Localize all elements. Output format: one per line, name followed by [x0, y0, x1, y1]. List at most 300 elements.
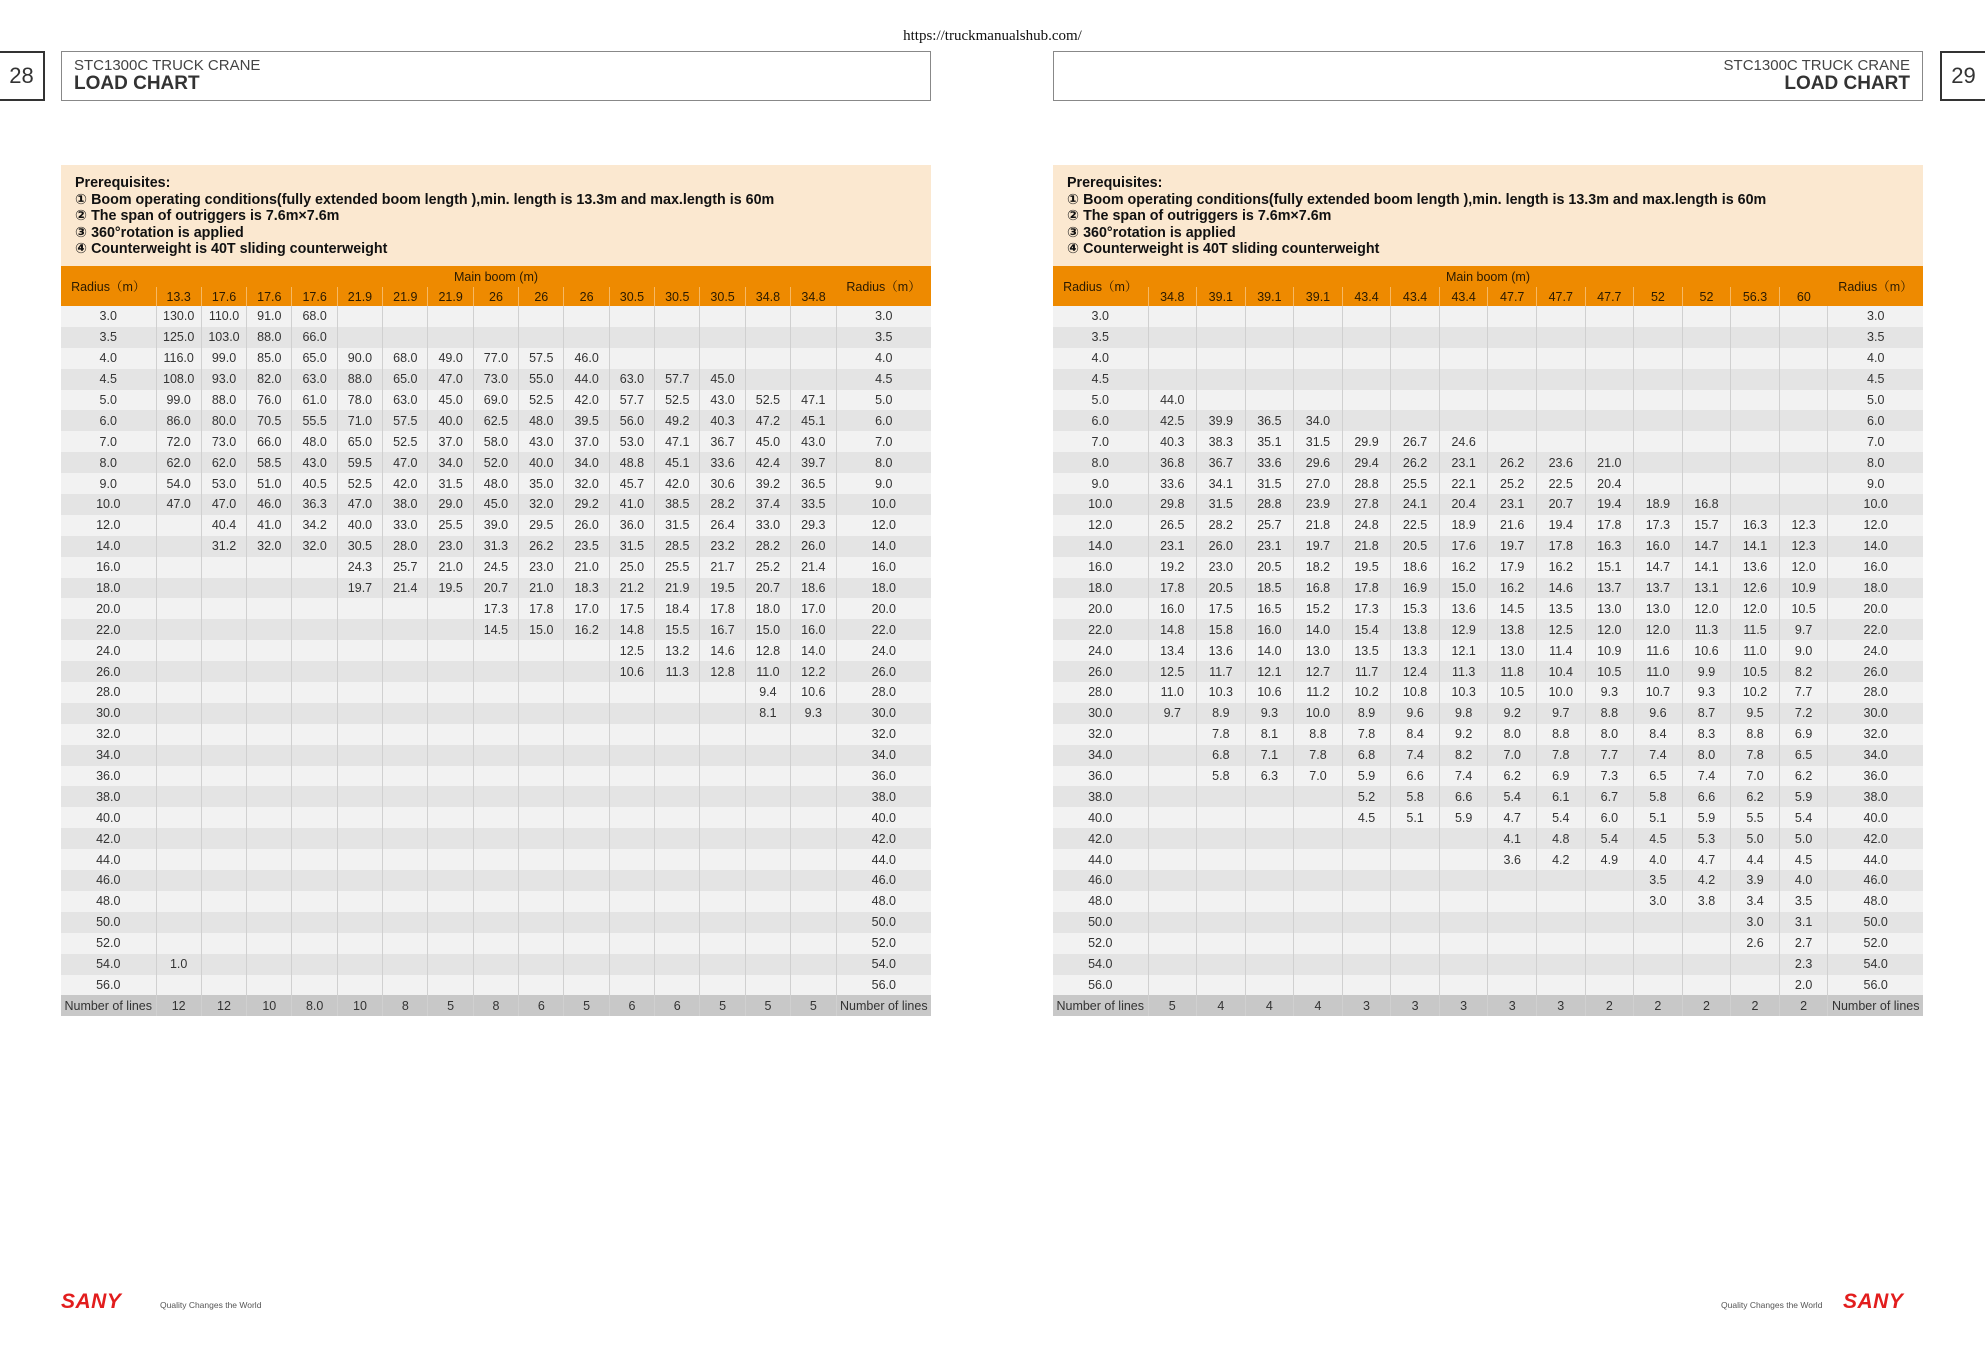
radius-cell: 20.0: [1828, 598, 1923, 619]
load-cell: 10.3: [1197, 682, 1246, 703]
load-cell: [700, 828, 745, 849]
load-cell: [247, 933, 292, 954]
radius-cell: 22.0: [61, 619, 156, 640]
load-cell: 11.6: [1634, 640, 1683, 661]
lines-cell: 5: [428, 995, 473, 1016]
load-cell: 13.5: [1537, 598, 1586, 619]
load-cell: [1245, 975, 1294, 996]
load-cell: 4.2: [1537, 849, 1586, 870]
load-cell: [1634, 933, 1683, 954]
load-cell: 23.1: [1488, 494, 1537, 515]
load-cell: 36.7: [1197, 452, 1246, 473]
load-cell: 42.4: [745, 452, 790, 473]
table-row: [61, 306, 931, 327]
load-cell: [473, 640, 518, 661]
load-cell: 6.6: [1391, 766, 1440, 787]
load-cell: [1439, 954, 1488, 975]
radius-cell: 34.0: [836, 745, 931, 766]
load-cell: 86.0: [156, 410, 201, 431]
load-cell: 12.2: [791, 661, 836, 682]
load-cell: [1439, 327, 1488, 348]
load-cell: [1682, 306, 1731, 327]
load-cell: [1245, 348, 1294, 369]
load-cell: [655, 348, 700, 369]
load-cell: [383, 933, 428, 954]
lines-cell: 4: [1197, 995, 1246, 1016]
table-row: [1053, 745, 1923, 766]
load-cell: 39.2: [745, 473, 790, 494]
load-cell: [428, 954, 473, 975]
load-cell: [1731, 452, 1780, 473]
load-cell: [383, 640, 428, 661]
load-cell: 9.8: [1439, 703, 1488, 724]
lines-cell: 3: [1439, 995, 1488, 1016]
load-cell: [564, 891, 609, 912]
load-cell: 66.0: [247, 431, 292, 452]
load-cell: [791, 306, 836, 327]
load-cell: [791, 954, 836, 975]
load-cell: [1634, 975, 1683, 996]
load-cell: 29.8: [1148, 494, 1197, 515]
load-cell: [428, 870, 473, 891]
load-cell: 25.5: [655, 557, 700, 578]
load-cell: [609, 891, 654, 912]
radius-cell: 40.0: [61, 807, 156, 828]
load-cell: 10.7: [1634, 682, 1683, 703]
load-cell: 19.4: [1585, 494, 1634, 515]
radius-cell: 54.0: [1053, 954, 1148, 975]
load-cell: 40.0: [519, 452, 564, 473]
load-cell: 8.2: [1779, 661, 1828, 682]
lines-cell: 2: [1779, 995, 1828, 1016]
load-cell: 7.7: [1779, 682, 1828, 703]
load-cell: 36.5: [1245, 410, 1294, 431]
load-cell: [1148, 870, 1197, 891]
radius-cell: 24.0: [1828, 640, 1923, 661]
load-cell: [428, 766, 473, 787]
load-cell: [1682, 473, 1731, 494]
radius-cell: 56.0: [836, 975, 931, 996]
radius-cell: 5.0: [1053, 390, 1148, 411]
boom-length-header: 26: [519, 287, 564, 306]
load-cell: 72.0: [156, 431, 201, 452]
radius-cell: 5.0: [61, 390, 156, 411]
load-cell: 7.4: [1634, 745, 1683, 766]
table-row: [1053, 390, 1923, 411]
load-cell: [1197, 954, 1246, 975]
load-cell: 17.0: [564, 598, 609, 619]
load-cell: 12.8: [745, 640, 790, 661]
radius-cell: 46.0: [1828, 870, 1923, 891]
load-cell: [1488, 870, 1537, 891]
load-cell: 10.9: [1779, 578, 1828, 599]
table-row: [1053, 891, 1923, 912]
lines-cell: 2: [1682, 995, 1731, 1016]
load-cell: [292, 786, 337, 807]
load-cell: 71.0: [337, 410, 382, 431]
load-cell: 13.6: [1197, 640, 1246, 661]
load-cell: [383, 766, 428, 787]
radius-cell: 12.0: [1053, 515, 1148, 536]
load-cell: 5.1: [1391, 807, 1440, 828]
load-cell: 31.5: [428, 473, 473, 494]
table-row: [61, 724, 931, 745]
load-cell: [1779, 494, 1828, 515]
load-cell: [337, 619, 382, 640]
load-cell: [1245, 390, 1294, 411]
load-cell: 13.5: [1342, 640, 1391, 661]
load-cell: [156, 891, 201, 912]
load-cell: [1731, 410, 1780, 431]
load-cell: 15.0: [519, 619, 564, 640]
load-cell: [1731, 369, 1780, 390]
table-row: [1053, 807, 1923, 828]
radius-cell: 9.0: [1053, 473, 1148, 494]
load-cell: [201, 828, 246, 849]
load-cell: [337, 682, 382, 703]
load-cell: 6.5: [1634, 766, 1683, 787]
load-cell: 16.2: [1537, 557, 1586, 578]
load-cell: [1779, 390, 1828, 411]
boom-length-header: 47.7: [1488, 287, 1537, 306]
load-cell: [655, 682, 700, 703]
load-cell: [745, 891, 790, 912]
load-cell: [428, 975, 473, 996]
load-cell: [247, 557, 292, 578]
load-cell: 3.4: [1731, 891, 1780, 912]
radius-cell: 10.0: [836, 494, 931, 515]
load-cell: 15.0: [1439, 578, 1488, 599]
load-cell: [1731, 473, 1780, 494]
lines-cell: 12: [201, 995, 246, 1016]
radius-cell: 28.0: [1053, 682, 1148, 703]
load-cell: [655, 745, 700, 766]
table-row: [61, 682, 931, 703]
load-cell: 57.5: [519, 348, 564, 369]
load-cell: [337, 807, 382, 828]
radius-cell: 26.0: [836, 661, 931, 682]
load-cell: 47.0: [383, 452, 428, 473]
load-cell: 52.5: [655, 390, 700, 411]
load-cell: [383, 912, 428, 933]
boom-length-header: 39.1: [1294, 287, 1343, 306]
load-cell: [564, 807, 609, 828]
table-row: [1053, 515, 1923, 536]
load-cell: 24.5: [473, 557, 518, 578]
load-cell: [1682, 369, 1731, 390]
load-cell: [1731, 306, 1780, 327]
load-cell: [428, 933, 473, 954]
load-cell: 12.5: [1148, 661, 1197, 682]
radius-cell: 32.0: [1053, 724, 1148, 745]
load-cell: [428, 912, 473, 933]
load-cell: [337, 598, 382, 619]
load-cell: 13.6: [1731, 557, 1780, 578]
load-cell: [564, 786, 609, 807]
load-cell: [655, 703, 700, 724]
load-cell: 9.3: [1682, 682, 1731, 703]
load-cell: 4.5: [1342, 807, 1391, 828]
load-cell: 51.0: [247, 473, 292, 494]
load-cell: 2.0: [1779, 975, 1828, 996]
radius-header: Radius（m）: [1828, 266, 1923, 306]
load-cell: 10.5: [1488, 682, 1537, 703]
load-cell: 110.0: [201, 306, 246, 327]
load-cell: 23.6: [1537, 452, 1586, 473]
load-cell: [473, 786, 518, 807]
radius-cell: 32.0: [1828, 724, 1923, 745]
load-cell: [247, 954, 292, 975]
load-cell: [1294, 933, 1343, 954]
load-cell: 10.6: [1245, 682, 1294, 703]
load-cell: 25.0: [609, 557, 654, 578]
load-cell: [745, 786, 790, 807]
load-cell: [1537, 954, 1586, 975]
table-row: [1053, 473, 1923, 494]
table-row: [1053, 494, 1923, 515]
load-cell: [609, 306, 654, 327]
load-cell: 12.0: [1779, 557, 1828, 578]
load-cell: 29.9: [1342, 431, 1391, 452]
load-cell: [791, 786, 836, 807]
load-cell: [519, 640, 564, 661]
table-row: [61, 598, 931, 619]
load-cell: [1537, 306, 1586, 327]
load-cell: [1294, 348, 1343, 369]
load-cell: [609, 786, 654, 807]
load-cell: 31.5: [1197, 494, 1246, 515]
load-cell: [1148, 766, 1197, 787]
load-cell: 6.9: [1779, 724, 1828, 745]
load-cell: [791, 807, 836, 828]
boom-length-header: 56.3: [1731, 287, 1780, 306]
load-cell: [156, 640, 201, 661]
load-cell: [655, 912, 700, 933]
load-cell: [700, 933, 745, 954]
load-cell: [1537, 390, 1586, 411]
load-cell: 21.0: [428, 557, 473, 578]
load-cell: 15.3: [1391, 598, 1440, 619]
radius-cell: 28.0: [836, 682, 931, 703]
load-cell: [1439, 912, 1488, 933]
load-cell: [1537, 975, 1586, 996]
radius-cell: 54.0: [836, 954, 931, 975]
load-cell: 18.3: [564, 578, 609, 599]
load-cell: 52.5: [519, 390, 564, 411]
load-cell: 12.5: [609, 640, 654, 661]
load-cell: 5.8: [1197, 766, 1246, 787]
radius-cell: 18.0: [1828, 578, 1923, 599]
radius-cell: 24.0: [1053, 640, 1148, 661]
load-cell: 36.8: [1148, 452, 1197, 473]
load-cell: 15.4: [1342, 619, 1391, 640]
load-cell: 12.5: [1537, 619, 1586, 640]
load-cell: [1634, 410, 1683, 431]
load-cell: [564, 327, 609, 348]
load-cell: [1197, 786, 1246, 807]
load-cell: 70.5: [247, 410, 292, 431]
load-cell: [1342, 912, 1391, 933]
load-cell: 10.6: [791, 682, 836, 703]
load-cell: [1537, 891, 1586, 912]
load-cell: [519, 745, 564, 766]
load-cell: 7.0: [1731, 766, 1780, 787]
load-cell: [700, 703, 745, 724]
table-row: [61, 515, 931, 536]
load-cell: 28.5: [655, 536, 700, 557]
load-cell: [1342, 933, 1391, 954]
load-cell: 65.0: [383, 369, 428, 390]
load-cell: 25.7: [1245, 515, 1294, 536]
load-cell: 56.0: [609, 410, 654, 431]
load-cell: [564, 870, 609, 891]
load-cell: [1537, 933, 1586, 954]
load-cell: 23.5: [564, 536, 609, 557]
table-row: [1053, 640, 1923, 661]
lines-cell: 8: [383, 995, 428, 1016]
load-cell: [247, 640, 292, 661]
load-cell: 8.4: [1391, 724, 1440, 745]
radius-cell: 42.0: [61, 828, 156, 849]
load-cell: 9.5: [1731, 703, 1780, 724]
load-cell: 5.0: [1731, 828, 1780, 849]
load-cell: [156, 515, 201, 536]
load-cell: [1585, 954, 1634, 975]
load-cell: 11.0: [745, 661, 790, 682]
radius-cell: 50.0: [836, 912, 931, 933]
load-cell: [473, 975, 518, 996]
table-row: [1053, 578, 1923, 599]
load-cell: [609, 348, 654, 369]
load-cell: 32.0: [292, 536, 337, 557]
load-cell: [791, 369, 836, 390]
lines-label: Number of lines: [1053, 995, 1148, 1016]
load-cell: [1439, 849, 1488, 870]
table-row: [1053, 536, 1923, 557]
load-cell: [1537, 348, 1586, 369]
load-cell: [247, 598, 292, 619]
boom-length-header: 30.5: [700, 287, 745, 306]
radius-cell: 16.0: [836, 557, 931, 578]
load-cell: [473, 849, 518, 870]
radius-cell: 32.0: [836, 724, 931, 745]
load-cell: [428, 640, 473, 661]
load-cell: [745, 807, 790, 828]
load-cell: [1634, 954, 1683, 975]
load-cell: [1537, 369, 1586, 390]
load-cell: 6.1: [1537, 786, 1586, 807]
load-cell: 29.6: [1294, 452, 1343, 473]
load-cell: 5.3: [1682, 828, 1731, 849]
radius-cell: 7.0: [61, 431, 156, 452]
table-row: [61, 452, 931, 473]
prerequisites-box-right: [1053, 165, 1923, 266]
boom-length-header: 43.4: [1439, 287, 1488, 306]
prereq-item: ① Boom operating conditions(fully extended boom length ),min. length is 13.3m and max.length is 60m: [75, 191, 775, 208]
radius-cell: 54.0: [61, 954, 156, 975]
radius-cell: 18.0: [61, 578, 156, 599]
load-cell: [247, 724, 292, 745]
load-cell: 11.0: [1148, 682, 1197, 703]
load-cell: [1245, 828, 1294, 849]
table-row: [61, 975, 931, 996]
table-row: [61, 661, 931, 682]
load-cell: [1634, 452, 1683, 473]
load-cell: 20.4: [1585, 473, 1634, 494]
lines-row: [1053, 995, 1923, 1016]
source-url[interactable]: https://truckmanualshub.com/: [903, 28, 1082, 44]
load-cell: [201, 849, 246, 870]
load-cell: [700, 306, 745, 327]
load-cell: 7.4: [1682, 766, 1731, 787]
load-cell: 14.6: [700, 640, 745, 661]
table-row: [1053, 682, 1923, 703]
load-cell: [655, 849, 700, 870]
load-cell: 6.0: [1585, 807, 1634, 828]
table-row: [1053, 306, 1923, 327]
load-cell: [201, 870, 246, 891]
boom-length-header: 17.6: [201, 287, 246, 306]
load-cell: 45.7: [609, 473, 654, 494]
load-cell: [609, 327, 654, 348]
load-cell: 3.0: [1634, 891, 1683, 912]
load-cell: [201, 724, 246, 745]
load-cell: [519, 786, 564, 807]
lines-label: Number of lines: [61, 995, 156, 1016]
load-cell: 39.0: [473, 515, 518, 536]
load-cell: [201, 640, 246, 661]
load-cell: 34.0: [428, 452, 473, 473]
load-cell: [383, 682, 428, 703]
load-cell: [1148, 954, 1197, 975]
load-cell: [292, 766, 337, 787]
load-cell: [1779, 369, 1828, 390]
load-cell: 5.9: [1779, 786, 1828, 807]
load-cell: 108.0: [156, 369, 201, 390]
load-cell: [1439, 891, 1488, 912]
load-cell: [1682, 348, 1731, 369]
table-row: [61, 870, 931, 891]
radius-cell: 48.0: [1828, 891, 1923, 912]
boom-length-header: 26: [473, 287, 518, 306]
load-cell: 36.7: [700, 431, 745, 452]
load-cell: [156, 828, 201, 849]
load-cell: 16.2: [1488, 578, 1537, 599]
load-cell: [1197, 348, 1246, 369]
load-cell: [473, 766, 518, 787]
load-cell: [247, 828, 292, 849]
load-cell: [428, 849, 473, 870]
radius-cell: 3.5: [1828, 327, 1923, 348]
load-cell: [1488, 933, 1537, 954]
radius-cell: 12.0: [1828, 515, 1923, 536]
load-cell: 4.1: [1488, 828, 1537, 849]
load-cell: 31.5: [1245, 473, 1294, 494]
load-cell: [1391, 870, 1440, 891]
table-row: [1053, 766, 1923, 787]
load-cell: [337, 933, 382, 954]
radius-cell: 3.0: [1828, 306, 1923, 327]
load-cell: 33.6: [700, 452, 745, 473]
load-cell: 57.5: [383, 410, 428, 431]
radius-cell: 38.0: [1828, 786, 1923, 807]
load-cell: [337, 828, 382, 849]
load-cell: [1245, 954, 1294, 975]
load-cell: [1682, 912, 1731, 933]
load-cell: [1245, 807, 1294, 828]
load-cell: [1488, 891, 1537, 912]
load-cell: 55.0: [519, 369, 564, 390]
